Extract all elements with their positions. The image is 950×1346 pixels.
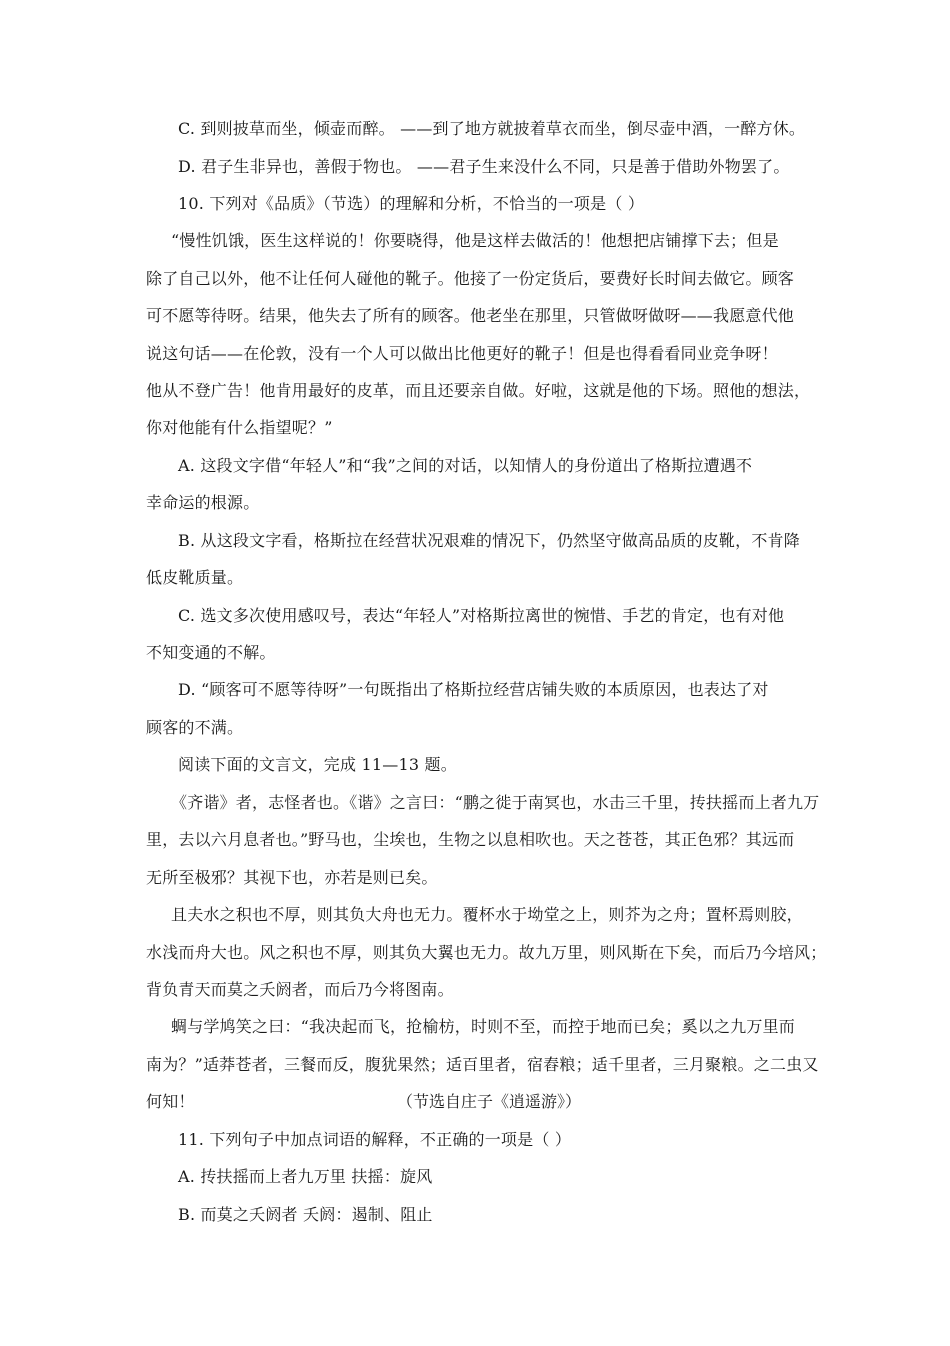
option-c-cont: 不知变通的不解。 — [146, 643, 276, 662]
classical-text-line: 无所至极邪？其视下也，亦若是则已矣。 — [146, 868, 438, 887]
question-11: 11. 下列句子中加点词语的解释，不正确的一项是（ ） — [178, 1130, 572, 1149]
passage-line: 他从不登广告！他肯用最好的皮革，而且还要亲自做。好啦，这就是他的下场。照他的想法， — [146, 381, 811, 400]
classical-text-line: 《齐谐》者，志怪者也。《谐》之言曰：“鹏之徙于南冥也，水击三千里，抟扶摇而上者九万 — [171, 793, 820, 812]
classical-text-line: 背负青天而莫之夭阏者，而后乃今将图南。 — [146, 980, 454, 999]
reading-instruction: 阅读下面的文言文，完成 11—13 题。 — [178, 755, 457, 774]
classical-text-line: 且夫水之积也不厚，则其负大舟也无力。覆杯水于坳堂之上，则芥为之舟；置杯焉则胶， — [171, 905, 803, 924]
classical-text-line: 南为？”适莽苍者，三餐而反，腹犹果然；适百里者，宿舂粮；适千里者，三月聚粮。之二虫又 — [146, 1055, 819, 1074]
classical-text-line: 里，去以六月息者也。”野马也，尘埃也，生物之以息相吹也。天之苍苍，其正色邪？其远而 — [146, 830, 795, 849]
q11-option-a: A. 抟扶摇而上者九万里 扶摇：旋风 — [178, 1167, 433, 1186]
option-b: B. 从这段文字看，格斯拉在经营状况艰难的情况下，仍然坚守做高品质的皮靴，不肯降 — [178, 531, 800, 550]
passage-line: 可不愿等待呀。结果，他失去了所有的顾客。他老坐在那里，只管做呀做呀——我愿意代他 — [146, 306, 795, 325]
passage-line: 你对他能有什么指望呢？” — [146, 418, 333, 437]
option-d: D. “顾客可不愿等待呀”一句既指出了格斯拉经营店铺失败的本质原因，也表达了对 — [178, 680, 769, 699]
classical-text-line: 何知！ — [146, 1092, 195, 1111]
source-note: （节选自庄子《逍遥游》） — [397, 1092, 582, 1111]
option-a: A. 这段文字借“年轻人”和“我”之间的对话，以知情人的身份道出了格斯拉遭遇不 — [178, 456, 753, 475]
option-c-line: C. 到则披草而坐，倾壶而醉。 ——到了地方就披着草衣而坐，倒尽壶中酒，一醉方休。 — [178, 119, 806, 138]
option-d-cont: 顾客的不满。 — [146, 718, 244, 737]
classical-text-line: 蜩与学鸠笑之曰：“我决起而飞，抢榆枋，时则不至，而控于地而已矣；奚以之九万里而 — [171, 1017, 795, 1036]
option-a-cont: 幸命运的根源。 — [146, 493, 260, 512]
passage-line: 除了自己以外，他不让任何人碰他的靴子。他接了一份定货后，要费好长时间去做它。顾客 — [146, 269, 795, 288]
question-10: 10. 下列对《品质》（节选）的理解和分析，不恰当的一项是（ ） — [178, 194, 645, 213]
q11-option-b: B. 而莫之夭阏者 夭阏：遏制、阻止 — [178, 1205, 433, 1224]
option-d-line: D. 君子生非异也，善假于物也。 ——君子生来没什么不同，只是善于借助外物罢了。 — [178, 157, 790, 176]
classical-text-line: 水浅而舟大也。风之积也不厚，则其负大翼也无力。故九万里，则风斯在下矣，而后乃今培风； — [146, 943, 827, 962]
passage-line: 说这句话——在伦敦，没有一个人可以做出比他更好的靴子！但是也得看看同业竞争呀！ — [146, 344, 778, 363]
passage-line: “慢性饥饿，医生这样说的！你要晓得，他是这样去做活的！他想把店铺撑下去；但是 — [171, 231, 779, 250]
option-b-cont: 低皮靴质量。 — [146, 568, 244, 587]
option-c: C. 选文多次使用感叹号，表达“年轻人”对格斯拉离世的惋惜、手艺的肯定，也有对他 — [178, 606, 785, 625]
